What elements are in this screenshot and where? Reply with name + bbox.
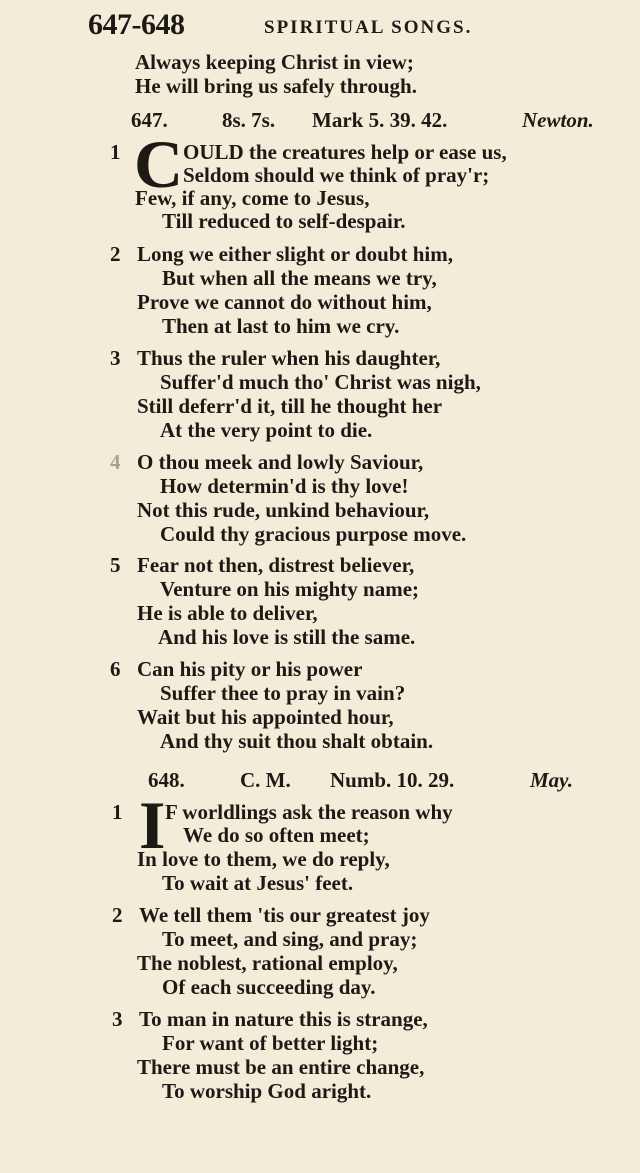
hymn-scripture: Numb. 10. 29. (330, 768, 455, 792)
hymn-number: 648. (148, 768, 185, 792)
verse-line: Fear not then, distrest believer, (137, 553, 415, 577)
verse-line: But when all the means we try, (162, 266, 437, 290)
hymn-scripture: Mark 5. 39. 42. (312, 108, 448, 132)
page-header (88, 8, 600, 42)
verse-line: Suffer thee to pray in vain? (160, 681, 406, 705)
verse-number: 2 (110, 242, 121, 266)
hymn-tune: May. (530, 768, 573, 792)
verse-line: OULD the creatures help or ease us, (183, 140, 507, 164)
hymn-number: 647. (131, 108, 168, 132)
verse-line: The noblest, rational employ, (137, 951, 398, 975)
verse-line: Long we either slight or doubt him, (137, 242, 454, 266)
verse-line: To meet, and sing, and pray; (162, 927, 418, 951)
verse-line: In love to them, we do reply, (137, 847, 390, 871)
verse-line: To worship God aright. (162, 1079, 372, 1103)
verse-number: 4 (110, 450, 121, 474)
verse-line: Thus the ruler when his daughter, (137, 346, 441, 370)
verse-line: Venture on his mighty name; (160, 577, 420, 601)
verse-line: For want of better light; (162, 1031, 379, 1055)
verse-number: 1 (110, 140, 121, 164)
verse-line: To man in nature this is strange, (139, 1007, 428, 1031)
verse-line: And thy suit thou shalt obtain. (160, 729, 434, 753)
verse-number: 1 (112, 800, 123, 824)
verse-line: To wait at Jesus' feet. (162, 871, 354, 895)
verse-line: Could thy gracious purpose move. (160, 522, 467, 546)
verse-line: We do so often meet; (183, 823, 370, 847)
carryover-line: Always keeping Christ in view; (135, 50, 414, 74)
verse-line: O thou meek and lowly Saviour, (137, 450, 424, 474)
verse-line: Till reduced to self-despair. (162, 209, 406, 233)
hymn-meter: C. M. (240, 768, 291, 792)
verse-line: There must be an entire change, (137, 1055, 425, 1079)
hymn-meter: 8s. 7s. (222, 108, 276, 132)
hymn-tune: Newton. (522, 108, 594, 132)
verse-line: Wait but his appointed hour, (137, 705, 394, 729)
verse-line: Can his pity or his power (137, 657, 363, 681)
drop-cap: C (134, 126, 184, 202)
running-title: SPIRITUAL SONGS. (264, 17, 473, 38)
verse-line: Not this rude, unkind behaviour, (137, 498, 430, 522)
drop-cap: I (139, 787, 166, 863)
page-numbers: 647-648 (88, 8, 185, 41)
verse-number: 6 (110, 657, 121, 681)
verse-line: We tell them 'tis our greatest joy (139, 903, 430, 927)
verse-line: Of each succeeding day. (162, 975, 376, 999)
verse-line: Then at last to him we cry. (162, 314, 400, 338)
verse-number: 3 (110, 346, 121, 370)
carryover-line: He will bring us safely through. (135, 74, 417, 98)
verse-number: 2 (112, 903, 123, 927)
verse-line: And his love is still the same. (158, 625, 416, 649)
verse-line: How determin'd is thy love! (160, 474, 409, 498)
verse-number: 5 (110, 553, 121, 577)
verse-line: Suffer'd much tho' Christ was nigh, (160, 370, 481, 394)
verse-line: Seldom should we think of pray'r; (183, 163, 490, 187)
verse-line: Few, if any, come to Jesus, (135, 186, 370, 210)
verse-line: At the very point to die. (160, 418, 373, 442)
verse-line: He is able to deliver, (137, 601, 318, 625)
verse-number: 3 (112, 1007, 123, 1031)
verse-line: Still deferr'd it, till he thought her (137, 394, 443, 418)
verse-line: Prove we cannot do without him, (137, 290, 432, 314)
verse-line: F worldlings ask the reason why (165, 800, 453, 824)
